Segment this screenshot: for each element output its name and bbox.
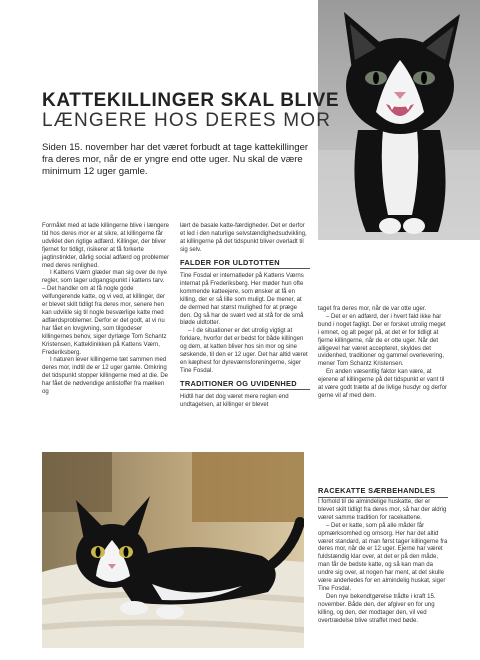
- headline-line-2: LÆNGERE HOS DERES MOR: [42, 110, 332, 131]
- article-column-4: [318, 499, 448, 626]
- body-paragraph: I naturen lever killingerne tæt sammen med deres mor, indtil de er 12 uger gamle. Omkring det tidspunkt stopper killingerne med at die. De har fået de nødvendige antistoffer fra mælken og: [42, 357, 169, 396]
- lead-paragraph: Siden 15. november har det været forbudt at tage kattekillinger fra deres mor, når de er yngre end otte uger. Nu skal de være minimum 12 uger gamle.: [42, 142, 309, 178]
- body-paragraph: En anden væsentlig faktor kan være, at ejerene af killingerne på det tidspunkt er vant til at være godt trætte af de livlige husdyr og derfor gerne vil af med dem.: [318, 369, 448, 399]
- body-paragraph: – Det handler om at få nogle gode velfungerende katte, og vi ved, at killinger, der er blevet skilt tidligt fra deres mor, senere hen kan udvikle sig til nogle besværlige katte med adfærdsproblemer. Derfor er det godt, at vi nu har fået en lovgivning, som tilgodeser killingernes behov, siger dyrlæge Tom Schantz Kristensen, Katteklinikken på Kattens Værn, Frederiksberg.: [42, 286, 167, 356]
- body-paragraph: – Det er en adfærd, der i hvert fald ikke har bund i noget fagligt. Der er forsket utrolig meget i emnet, og alt peger på, at det er for tidligt at fjerne killingerne, når de er otte uger. Når det alligevel har været accepteret, skyldes det uvidenhed, traditioner og gammel overlevering, mener Tom Schantz Kristensen.: [318, 313, 446, 368]
- kitten-lying-image: [42, 452, 304, 648]
- body-paragraph: Hidtil har det dog været mere reglen end undtagelsen, at killinger er blevet: [180, 394, 289, 409]
- article-column-2: [180, 223, 310, 410]
- body-paragraph: I Kattens Værn glæder man sig over de nye regler, som tager udgangspunkt i kattens tarv.: [42, 270, 167, 285]
- kitten-photo-top: [318, 0, 480, 240]
- body-paragraph: Den nye bekendtgørelse trådte i kraft 15. november. Både den, der afgiver en for ung killing, og den, der modtager den, vil ved overtrædelse blive straffet med bøde.: [318, 593, 436, 624]
- body-paragraph: – Det er katte, som på alle måder får opmærksomhed og omsorg. Her har det altid været standard, at man først tager killingerne fra deres mor, når de er 12 uger. Ejerne har været fuldstændig klar over, at det er på den måde, man får de bedste katte, og så kan man da undre sig over, at nogen har ment, at det skulle være anderledes for en almindelig huskat, siger Tine Fosdal.: [318, 522, 448, 592]
- kitten-meowing-image: [318, 0, 480, 240]
- headline-line-1: KATTEKILLINGER SKAL BLIVE: [42, 90, 340, 111]
- kitten-photo-bottom: [42, 452, 304, 648]
- article-column-3: [318, 306, 448, 401]
- subheading-traditioner: TRADITIONER OG UVIDENHED: [180, 380, 310, 390]
- body-paragraph: Formålet med at lade killingerne blive i længere tid hos deres mor er at sikre, at killingerne får udviklet den rigtige adfærd. Killinger, der bliver fjernet for tidligt, risikerer at få forkerte jagtinstinkter, dårlig social adfærd og problemer med deres renlighed.: [42, 223, 170, 269]
- body-paragraph: taget fra deres mor, når de var otte uger.: [318, 306, 427, 312]
- subheading-racekatte: RACEKATTE SÆRBEHANDLES: [318, 486, 448, 498]
- subheading-uldtotten: FALDER FOR ULDTOTTEN: [180, 259, 310, 269]
- article-column-1: [42, 223, 172, 397]
- body-paragraph: I forhold til de almindelige huskatte, der er blevet skilt tidligt fra deres mor, så har der aldrig været samme tradition for racekattene.: [318, 499, 447, 521]
- body-paragraph: – I de situationer er det utrolig vigtigt at forklare, hvorfor det er bedst for både killingen og dem, at katten bliver hos sin mor og sine søskende, til den er 12 uger. Det har altid været en kæphest for dyreværnsforeningerne, siger Tine Fosdal.: [180, 328, 308, 374]
- body-paragraph: Tine Fosdal er internatleder på Kattens Værns internat på Frederiksberg. Her møder hun ofte kommende katteejere, som ønsker at få en killing, der er så lille som muligt. De mener, at de dermed har størst mulighed for at præge den. Og så har de svært ved at stå for de små bløde uldtotter.: [180, 273, 304, 327]
- body-paragraph: lært de basale katte-færdigheder. Det er derfor et led i den naturlige selvstændighedsudvikling, at killingerne på det tidspunkt bliver overladt til sig selv.: [180, 223, 307, 253]
